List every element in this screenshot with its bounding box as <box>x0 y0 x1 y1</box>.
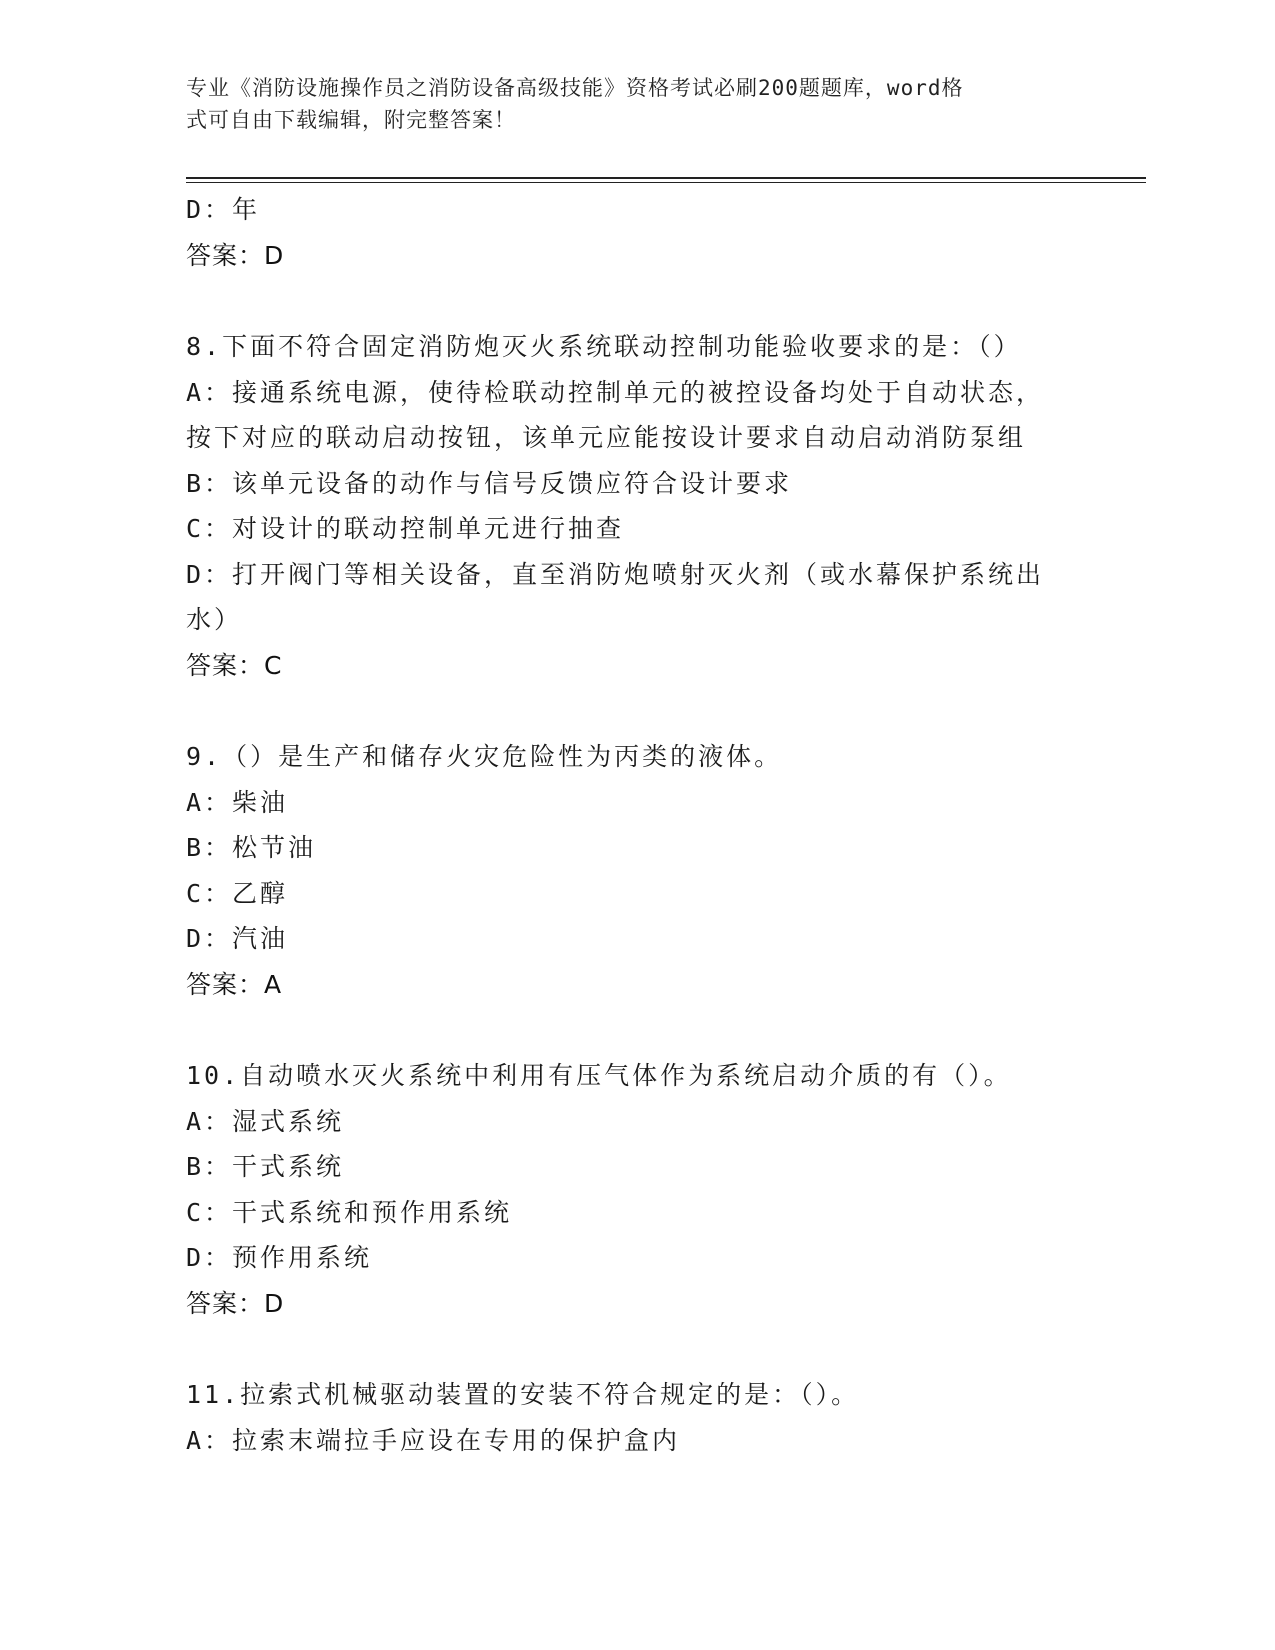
option-d: D：打开阀门等相关设备，直至消防炮喷射灭火剂（或水幕保护系统出 <box>186 559 1045 589</box>
question-spacer <box>186 278 1086 324</box>
option-a: A：柴油 <box>186 787 289 817</box>
option-c: C：对设计的联动控制单元进行抽查 <box>186 514 625 543</box>
question-9 <box>186 734 1086 1007</box>
question-stem: 8.下面不符合固定消防炮灭火系统联动控制功能验收要求的是：（） <box>186 332 1022 361</box>
option-a: A：接通系统电源，使待检联动控制单元的被控设备均处于自动状态， <box>186 377 1045 407</box>
question-spacer <box>186 688 1086 734</box>
answer-label: 答案：A <box>186 969 283 999</box>
answer-label: 答案：D <box>186 1288 285 1318</box>
question-10 <box>186 1053 1086 1326</box>
question-spacer <box>186 1326 1086 1372</box>
answer-label: 答案：D <box>186 240 285 270</box>
question-11 <box>186 1372 1086 1463</box>
question-list <box>186 187 1086 1463</box>
option-b: B：干式系统 <box>186 1152 345 1181</box>
option-d: D：汽油 <box>186 924 289 953</box>
option-d: D：年 <box>186 195 261 224</box>
option-d-continued: 水） <box>186 605 243 634</box>
header-divider-thin <box>186 182 1146 183</box>
question-stem: 10.自动喷水灭火系统中利用有压气体作为系统启动介质的有（）。 <box>186 1061 1012 1090</box>
option-a-continued: 按下对应的联动启动按钮，该单元应能按设计要求自动启动消防泵组 <box>186 423 1027 452</box>
answer-label: 答案：C <box>186 650 283 680</box>
option-c: C：干式系统和预作用系统 <box>186 1197 513 1227</box>
option-b: B：松节油 <box>186 833 317 862</box>
option-d: D：预作用系统 <box>186 1243 373 1272</box>
option-c: C：乙醇 <box>186 878 289 908</box>
question-7-tail <box>186 187 1086 278</box>
option-b: B：该单元设备的动作与信号反馈应符合设计要求 <box>186 468 793 498</box>
question-8 <box>186 324 1086 688</box>
header-title-line-2: 式可自由下载编辑，附完整答案！ <box>186 108 516 132</box>
document-header <box>186 72 1066 136</box>
question-stem: 11.拉索式机械驱动装置的安装不符合规定的是：（）。 <box>186 1380 860 1409</box>
question-spacer <box>186 1007 1086 1053</box>
option-a: A：拉索末端拉手应设在专用的保护盒内 <box>186 1425 681 1455</box>
option-a: A：湿式系统 <box>186 1106 345 1136</box>
header-divider-thick <box>186 177 1146 179</box>
header-title-line-1: 专业《消防设施操作员之消防设备高级技能》资格考试必刷200题题库，word格 <box>186 76 964 100</box>
question-stem: 9.（）是生产和储存火灾危险性为丙类的液体。 <box>186 742 783 771</box>
